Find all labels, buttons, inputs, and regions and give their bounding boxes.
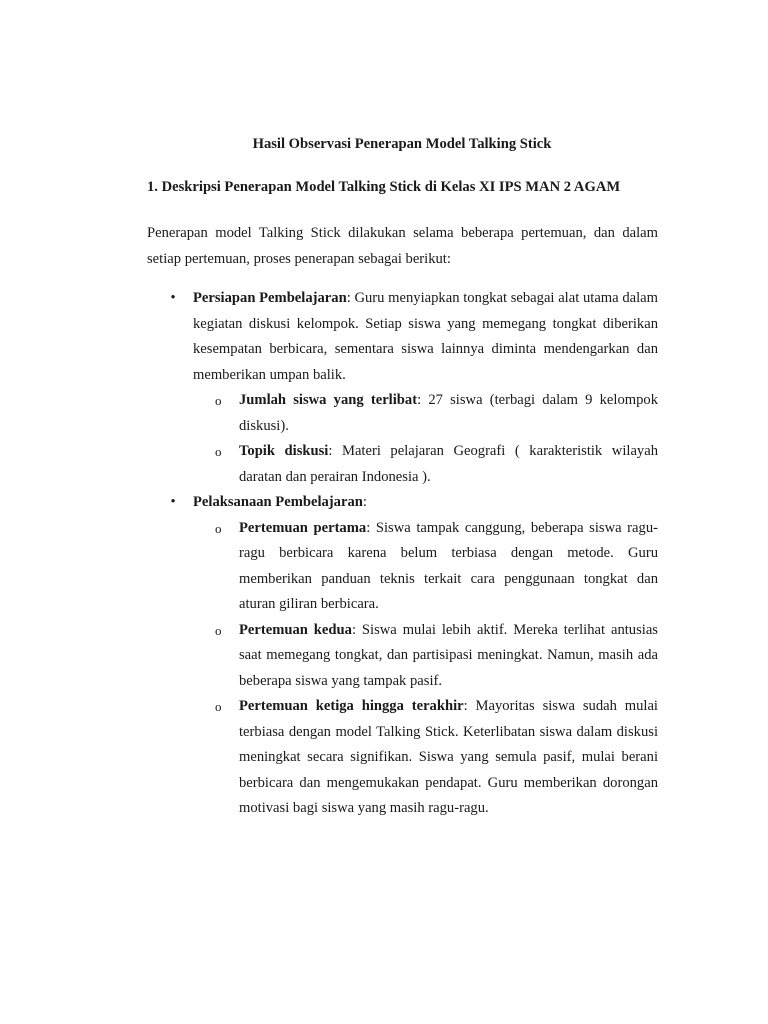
sub-item-term: Topik diskusi [239, 443, 329, 459]
sub-list [193, 516, 658, 822]
sub-item-term: Pertemuan pertama [239, 519, 367, 536]
bullet-item-pelaksanaan [170, 490, 658, 822]
sub-item-topik-diskusi [215, 439, 658, 490]
bullet-term: Pelaksanaan Pembelajaran [193, 494, 363, 510]
sub-item-text: : Siswa tampak canggung, beberapa siswa ragu-ragu berbicara karena belum terbiasa dengan metode. Guru memberikan panduan teknis terkait cara penggunaan tongkat dan aturan giliran berbicara. [239, 519, 658, 612]
sub-item-jumlah-siswa [215, 388, 659, 439]
document-title: Hasil Observasi Penerapan Model Talking Stick [252, 136, 552, 152]
intro-paragraph: Penerapan model Talking Stick dilakukan selama beberapa pertemuan, dan dalam setiap pertemuan, proses penerapan sebagai berikut: [147, 225, 658, 267]
circle-bullet-icon: o [215, 622, 222, 638]
sub-item-pertemuan-ketiga [215, 694, 658, 822]
section-heading: 1. Deskripsi Penerapan Model Talking Stick di Kelas XI IPS MAN 2 AGAM [147, 179, 621, 195]
bullet-text: : Guru menyiapkan tongkat sebagai alat utama dalam kegiatan diskusi kelompok. Setiap siswa yang memegang tongkat diberikan kesempatan berbicara, sementara siswa lainnya diminta mendengarkan dan memberikan umpan balik. [193, 290, 659, 383]
circle-bullet-icon: o [215, 444, 222, 459]
sub-item-text: : Siswa mulai lebih aktif. Mereka terlihat antusias saat memegang tongkat, dan partisipasi meningkat. Namun, masih ada beberapa siswa yang tampak pasif. [239, 621, 658, 689]
bullet-item-persiapan [170, 286, 659, 490]
bullet-text: : [362, 494, 367, 510]
bullet-icon: • [170, 290, 176, 306]
circle-bullet-icon: o [215, 699, 222, 714]
sub-item-term: Pertemuan kedua [239, 621, 352, 638]
sub-list [193, 388, 658, 490]
sub-item-pertemuan-pertama [215, 516, 658, 618]
sub-item-term: Pertemuan ketiga hingga terakhir [239, 698, 464, 714]
bullet-term: Persiapan Pembelajaran [193, 290, 347, 306]
sub-item-term: Jumlah siswa yang terlibat [239, 392, 418, 408]
sub-item-pertemuan-kedua [215, 618, 658, 695]
sub-item-text: : 27 siswa (terbagi dalam 9 kelompok diskusi). [239, 392, 659, 434]
bullet-icon: • [170, 494, 176, 510]
circle-bullet-icon: o [215, 393, 222, 408]
bullet-list [170, 286, 659, 822]
sub-item-text: : Mayoritas siswa sudah mulai terbiasa dengan model Talking Stick. Keterlibatan siswa dalam diskusi meningkat secara signifikan. Siswa yang semula pasif, mulai berani berbicara dan mengemukakan pendapat. Guru memberikan dorongan motivasi bagi siswa yang masih ragu-ragu. [239, 698, 658, 816]
sub-item-text: : Materi pelajaran Geografi ( karakteristik wilayah daratan dan perairan Indonesia ). [239, 443, 658, 485]
circle-bullet-icon: o [215, 520, 222, 536]
